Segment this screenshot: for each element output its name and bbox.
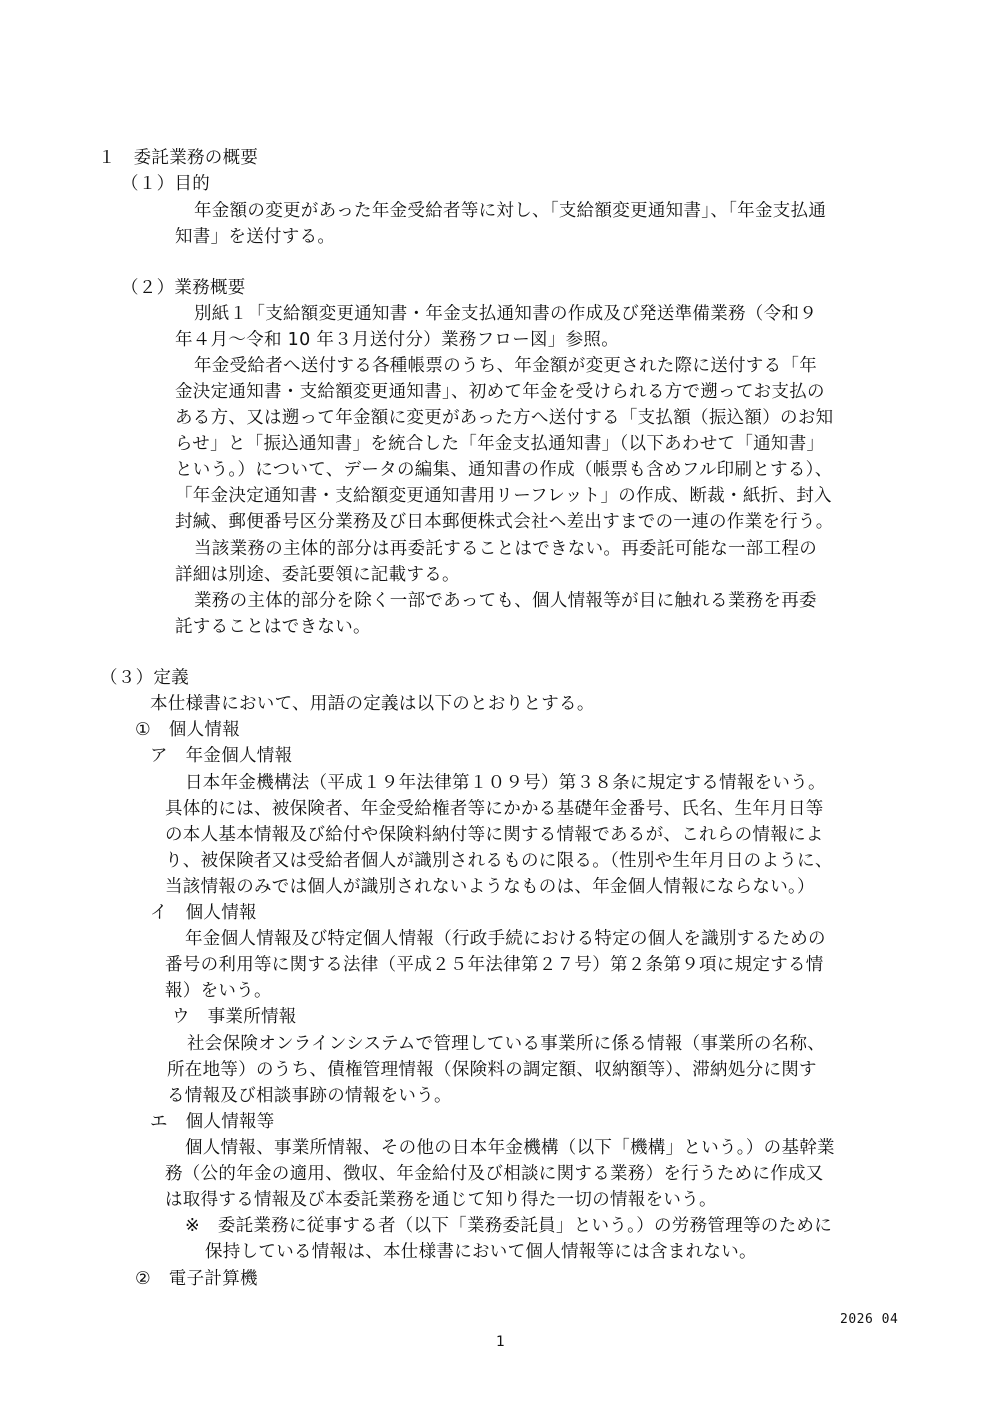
term-line: り、被保険者又は受給者個人が識別されるものに限る。（性別や生年月日のように、 [165, 851, 833, 871]
section-heading: １ 委託業務の概要 [98, 148, 259, 168]
overview-line: 金決定通知書・支給額変更通知書」、初めて年金を受けられる方で遡ってお支払の [175, 382, 825, 402]
term-line: 具体的には、被保険者、年金受給権者等にかかる基礎年金番号、氏名、生年月日等 [165, 799, 824, 819]
overview-line: 年金受給者へ送付する各種帳票のうち、年金額が変更された際に送付する「年 [194, 356, 817, 376]
note-line: ※ 委託業務に従事する者（以下「業務委託員」という。）の労務管理等のために [185, 1216, 833, 1236]
term-line: 報）をいう。 [165, 981, 272, 1001]
overview-line: 当該業務の主体的部分は再委託することはできない。再委託可能な一部工程の [194, 539, 817, 559]
overview-line: らせ」と「振込通知書」を統合した「年金支払通知書」（以下あわせて「通知書」 [175, 434, 825, 454]
subsection-heading-definitions: （３）定義 [100, 668, 189, 688]
term-line: の本人基本情報及び給付や保険料納付等に関する情報であるが、これらの情報によ [165, 825, 824, 845]
overview-line: 「年金決定通知書・支給額変更通知書用リーフレット」の作成、断裁・紙折、封入 [175, 486, 832, 506]
overview-line: 詳細は別途、委託要領に記載する。 [175, 565, 460, 585]
term-line: 務（公的年金の適用、徴収、年金給付及び相談に関する業務）を行うために作成又 [165, 1164, 824, 1184]
term-line: 所在地等）のうち、債権管理情報（保険料の調定額、収納額等）、滞納処分に関す [167, 1060, 817, 1080]
item-heading-personal-info: ① 個人情報 [135, 720, 240, 740]
overview-line: 年４月～令和 10 年３月送付分）業務フロー図」参照。 [175, 330, 619, 350]
overview-line: ある方、又は遡って年金額に変更があった方へ送付する「支払額（振込額）のお知 [175, 408, 834, 428]
page-number: 1 [496, 1334, 506, 1350]
overview-line: という。）について、データの編集、通知書の作成（帳票も含めフル印刷とする）、 [175, 460, 833, 480]
term-line: 年金個人情報及び特定個人情報（行政手続における特定の個人を識別するための [185, 929, 826, 949]
term-heading-business-info: ウ 事業所情報 [172, 1007, 297, 1027]
term-line: は取得する情報及び本委託業務を通じて知り得た一切の情報をいう。 [165, 1190, 717, 1210]
overview-line: 別紙１「支給額変更通知書・年金支払通知書の作成及び発送準備業務（令和９ [194, 304, 817, 324]
term-line: 社会保険オンラインシステムで管理している事業所に係る情報（事業所の名称、 [187, 1034, 826, 1054]
footer-date: 2026 04 [840, 1312, 899, 1327]
term-line: 日本年金機構法（平成１９年法律第１０９号）第３８条に規定する情報をいう。 [185, 773, 826, 793]
subsection-heading-overview: （２）業務概要 [121, 278, 246, 298]
subsection-heading-purpose: （１）目的 [121, 174, 210, 194]
term-line: 当該情報のみでは個人が識別されないようなものは、年金個人情報にならない。） [165, 877, 815, 897]
purpose-line: 知書」を送付する。 [175, 227, 336, 247]
definitions-intro: 本仕様書において、用語の定義は以下のとおりとする。 [150, 694, 595, 714]
term-line: 個人情報、事業所情報、その他の日本年金機構（以下「機構」という。）の基幹業 [185, 1138, 835, 1158]
purpose-line: 年金額の変更があった年金受給者等に対し、「支給額変更通知書」、「年金支払通 [194, 201, 827, 221]
overview-line: 託することはできない。 [175, 617, 371, 637]
term-heading-pension-personal-info: ア 年金個人情報 [150, 746, 293, 766]
term-heading-personal-info: イ 個人情報 [150, 903, 257, 923]
overview-line: 業務の主体的部分を除く一部であっても、個人情報等が目に触れる業務を再委 [194, 591, 817, 611]
note-line: 保持している情報は、本仕様書において個人情報等には含まれない。 [205, 1242, 757, 1262]
term-line: る情報及び相談事跡の情報をいう。 [167, 1086, 452, 1106]
term-heading-personal-info-etc: エ 個人情報等 [150, 1112, 275, 1132]
overview-line: 封緘、郵便番号区分業務及び日本郵便株式会社へ差出すまでの一連の作業を行う。 [175, 512, 834, 532]
item-heading-computer: ② 電子計算機 [135, 1269, 258, 1289]
term-line: 番号の利用等に関する法律（平成２５年法律第２７号）第２条第９項に規定する情 [165, 955, 824, 975]
